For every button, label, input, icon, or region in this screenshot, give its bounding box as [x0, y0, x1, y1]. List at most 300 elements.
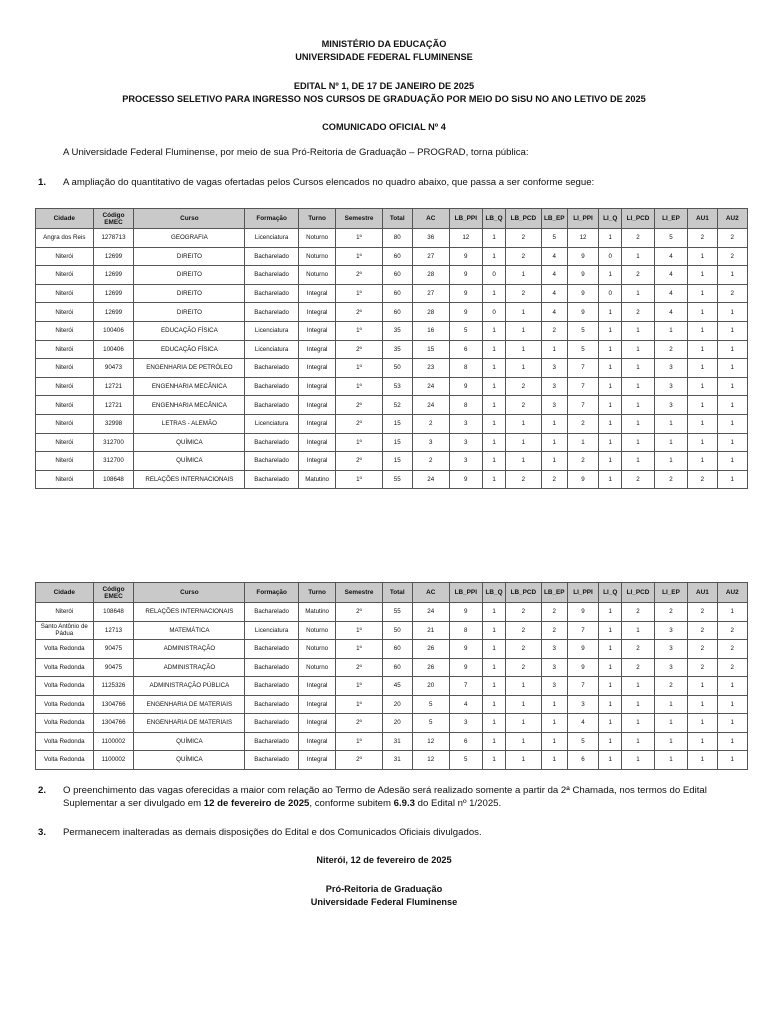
- table-cell: 3: [567, 695, 598, 714]
- table-cell: 3: [654, 658, 688, 677]
- table-cell: Integral: [298, 303, 336, 322]
- table-cell: 2: [506, 470, 542, 489]
- table-cell: 1: [622, 695, 654, 714]
- table-cell: 2: [506, 377, 542, 396]
- table-cell: 6: [449, 340, 483, 359]
- table-cell: 3: [449, 414, 483, 433]
- table-row: [36, 621, 748, 640]
- table-cell: 3: [654, 359, 688, 378]
- header-comunicado: COMUNICADO OFICIAL Nº 4: [322, 122, 446, 132]
- table-row: [36, 658, 748, 677]
- table-cell: Bacharelado: [245, 714, 298, 733]
- table-cell: 1: [599, 695, 622, 714]
- table-cell: 1: [654, 695, 688, 714]
- table-cell: Integral: [298, 396, 336, 415]
- table-cell: RELAÇÕES INTERNACIONAIS: [134, 470, 245, 489]
- column-header: LB_Q: [483, 583, 506, 603]
- column-header: LI_PCD: [622, 209, 654, 229]
- table-cell: 2: [567, 452, 598, 471]
- table-cell: 7: [567, 359, 598, 378]
- table-cell: Integral: [298, 751, 336, 770]
- footer-place-date: Niterói, 12 de fevereiro de 2025: [316, 855, 452, 865]
- table-cell: 1100002: [93, 751, 134, 770]
- table-cell: 2: [506, 640, 542, 659]
- column-header: LB_Q: [483, 209, 506, 229]
- table-cell: 1100002: [93, 732, 134, 751]
- table-cell: 60: [382, 247, 412, 266]
- table-cell: 1º: [336, 284, 382, 303]
- table-cell: 1: [483, 359, 506, 378]
- table-cell: 1: [541, 751, 567, 770]
- table-cell: ENGENHARIA DE MATERIAIS: [134, 695, 245, 714]
- table-cell: 8: [449, 359, 483, 378]
- vagas-table-1: [35, 208, 748, 489]
- table-cell: 2: [412, 452, 449, 471]
- table-cell: LETRAS - ALEMÃO: [134, 414, 245, 433]
- table-cell: 2º: [336, 452, 382, 471]
- table-cell: 9: [449, 640, 483, 659]
- table-cell: Noturno: [298, 640, 336, 659]
- table-cell: 1: [506, 751, 542, 770]
- table-cell: 2: [688, 603, 717, 622]
- column-header: LB_EP: [541, 209, 567, 229]
- table-cell: 1: [599, 396, 622, 415]
- table-cell: 2: [717, 640, 747, 659]
- table-cell: 1: [506, 433, 542, 452]
- table-cell: QUÍMICA: [134, 433, 245, 452]
- table-cell: 1: [622, 414, 654, 433]
- table-cell: Integral: [298, 414, 336, 433]
- table-cell: 1: [599, 658, 622, 677]
- table-cell: 5: [541, 229, 567, 248]
- table-cell: Bacharelado: [245, 359, 298, 378]
- table-cell: 2: [506, 284, 542, 303]
- table-cell: 1: [599, 732, 622, 751]
- table-cell: 36: [412, 229, 449, 248]
- column-header: AC: [412, 209, 449, 229]
- table-cell: 1: [717, 603, 747, 622]
- table-cell: 1: [599, 452, 622, 471]
- table-cell: 9: [449, 266, 483, 285]
- table-header-row: [36, 209, 748, 229]
- table-cell: 312700: [93, 452, 134, 471]
- table-cell: 1: [541, 414, 567, 433]
- table-cell: 1: [599, 229, 622, 248]
- table-cell: 1: [483, 377, 506, 396]
- table-row: [36, 359, 748, 378]
- table-cell: ADMINISTRAÇÃO: [134, 640, 245, 659]
- table-cell: 3: [412, 433, 449, 452]
- table-cell: 1: [483, 340, 506, 359]
- column-header: Curso: [134, 209, 245, 229]
- table-cell: 9: [449, 658, 483, 677]
- table-cell: 55: [382, 603, 412, 622]
- table-cell: 1: [688, 677, 717, 696]
- table-cell: 9: [449, 377, 483, 396]
- table-cell: ADMINISTRAÇÃO: [134, 658, 245, 677]
- table-cell: 1: [506, 340, 542, 359]
- table-cell: 9: [567, 284, 598, 303]
- table-cell: Angra dos Reis: [36, 229, 94, 248]
- table-cell: 1: [599, 433, 622, 452]
- table-cell: 108648: [93, 470, 134, 489]
- column-header: LB_PPI: [449, 583, 483, 603]
- table-cell: 0: [599, 247, 622, 266]
- table-cell: 52: [382, 396, 412, 415]
- table-cell: 60: [382, 284, 412, 303]
- table-cell: 12699: [93, 247, 134, 266]
- table-cell: 2: [717, 284, 747, 303]
- table-cell: 1: [654, 452, 688, 471]
- table-cell: 4: [541, 247, 567, 266]
- table-cell: 2: [688, 621, 717, 640]
- table-cell: Bacharelado: [245, 677, 298, 696]
- table-cell: 2: [654, 470, 688, 489]
- table-cell: 1º: [336, 359, 382, 378]
- table-cell: 3: [541, 677, 567, 696]
- table-cell: Integral: [298, 321, 336, 340]
- table-cell: Niterói: [36, 414, 94, 433]
- item1-number: 1.: [38, 177, 47, 188]
- header-universidade: UNIVERSIDADE FEDERAL FLUMINENSE: [295, 52, 473, 62]
- table-cell: 1: [483, 640, 506, 659]
- table-cell: 1: [688, 340, 717, 359]
- table-cell: 4: [541, 266, 567, 285]
- table-cell: Niterói: [36, 603, 94, 622]
- table-cell: DIREITO: [134, 284, 245, 303]
- table-cell: 2: [506, 658, 542, 677]
- table-cell: 2: [654, 340, 688, 359]
- table-cell: Noturno: [298, 247, 336, 266]
- table-cell: 28: [412, 303, 449, 322]
- column-header: Cidade: [36, 209, 94, 229]
- table-cell: 90475: [93, 640, 134, 659]
- table-cell: 1: [622, 284, 654, 303]
- table-cell: 1: [506, 732, 542, 751]
- table-cell: 1: [688, 377, 717, 396]
- table-cell: ENGENHARIA MECÂNICA: [134, 377, 245, 396]
- table-cell: 1: [622, 377, 654, 396]
- table-cell: 5: [567, 340, 598, 359]
- table-cell: Niterói: [36, 377, 94, 396]
- table-cell: 15: [382, 414, 412, 433]
- table-cell: 1: [483, 247, 506, 266]
- table-cell: 60: [382, 303, 412, 322]
- table-cell: 35: [382, 340, 412, 359]
- table-cell: 1: [541, 433, 567, 452]
- table-cell: 7: [449, 677, 483, 696]
- table-cell: 1: [688, 751, 717, 770]
- table-cell: 2: [717, 658, 747, 677]
- table-cell: Bacharelado: [245, 433, 298, 452]
- column-header: LB_PPI: [449, 209, 483, 229]
- table-cell: Integral: [298, 677, 336, 696]
- table-cell: 6: [449, 732, 483, 751]
- item1-text: A ampliação do quantitativo de vagas ofertadas pelos Cursos elencados no quadro abaixo, que passa a ser conforme segue:: [63, 177, 595, 188]
- column-header: Semestre: [336, 583, 382, 603]
- table-cell: 4: [654, 266, 688, 285]
- table-cell: Niterói: [36, 433, 94, 452]
- table-cell: 1: [506, 695, 542, 714]
- table-cell: 3: [541, 396, 567, 415]
- table-cell: 5: [654, 229, 688, 248]
- table-cell: DIREITO: [134, 266, 245, 285]
- column-header: Formação: [245, 209, 298, 229]
- table-cell: 2: [717, 621, 747, 640]
- table-cell: 2: [622, 229, 654, 248]
- table-cell: 4: [567, 714, 598, 733]
- table-cell: 9: [567, 247, 598, 266]
- table-cell: Volta Redonda: [36, 640, 94, 659]
- table-cell: 12721: [93, 377, 134, 396]
- table-cell: 1125326: [93, 677, 134, 696]
- table-cell: 1: [483, 695, 506, 714]
- table-cell: 1: [688, 266, 717, 285]
- table-cell: 9: [567, 470, 598, 489]
- table-cell: 1: [483, 452, 506, 471]
- table-cell: Bacharelado: [245, 695, 298, 714]
- table-cell: 1: [506, 359, 542, 378]
- table-cell: 2º: [336, 751, 382, 770]
- table-cell: Bacharelado: [245, 658, 298, 677]
- table-cell: 1278713: [93, 229, 134, 248]
- table-cell: Volta Redonda: [36, 695, 94, 714]
- table-cell: 2º: [336, 340, 382, 359]
- table-cell: 0: [483, 266, 506, 285]
- table-cell: 2: [717, 247, 747, 266]
- table-cell: 1: [599, 714, 622, 733]
- column-header: Código EMEC: [93, 209, 134, 229]
- table-row: [36, 396, 748, 415]
- table-cell: 1: [622, 714, 654, 733]
- table-row: [36, 433, 748, 452]
- table-cell: Integral: [298, 452, 336, 471]
- table-cell: 1: [483, 621, 506, 640]
- table-cell: 9: [567, 266, 598, 285]
- table-cell: 2º: [336, 658, 382, 677]
- table-cell: 2: [506, 396, 542, 415]
- column-header: LB_PCD: [506, 583, 542, 603]
- table-cell: 1: [541, 452, 567, 471]
- table-cell: 3: [449, 452, 483, 471]
- table-cell: 5: [567, 732, 598, 751]
- table-cell: Volta Redonda: [36, 677, 94, 696]
- table-cell: 12699: [93, 266, 134, 285]
- item2-text: [63, 784, 743, 810]
- table-cell: 1: [622, 359, 654, 378]
- table-cell: Bacharelado: [245, 640, 298, 659]
- table-cell: Bacharelado: [245, 377, 298, 396]
- table-cell: 80: [382, 229, 412, 248]
- table-row: [36, 470, 748, 489]
- table-cell: 2º: [336, 303, 382, 322]
- table-cell: 9: [567, 640, 598, 659]
- table-cell: 1: [622, 452, 654, 471]
- table-cell: 1: [483, 321, 506, 340]
- table-cell: 1: [599, 603, 622, 622]
- column-header: LB_PCD: [506, 209, 542, 229]
- table-row: [36, 247, 748, 266]
- table-cell: 0: [483, 303, 506, 322]
- table-cell: 1: [622, 677, 654, 696]
- table-cell: Integral: [298, 340, 336, 359]
- table-cell: 2: [541, 470, 567, 489]
- item2-number: 2.: [38, 785, 47, 796]
- table-cell: 2: [506, 247, 542, 266]
- header-processo: PROCESSO SELETIVO PARA INGRESSO NOS CURSOS DE GRADUAÇÃO POR MEIO DO SiSU NO ANO LETIVO DE 2025: [122, 94, 646, 104]
- table-cell: 4: [449, 695, 483, 714]
- table-row: [36, 303, 748, 322]
- table-cell: Integral: [298, 284, 336, 303]
- table-cell: DIREITO: [134, 303, 245, 322]
- table-cell: 31: [382, 751, 412, 770]
- item2-subitem: 6.9.3: [393, 798, 415, 809]
- table-cell: 1: [599, 470, 622, 489]
- table-cell: 2º: [336, 603, 382, 622]
- table-cell: 90473: [93, 359, 134, 378]
- table-cell: 1: [599, 677, 622, 696]
- table-cell: 1: [688, 732, 717, 751]
- column-header: Formação: [245, 583, 298, 603]
- table-row: [36, 229, 748, 248]
- table-cell: Noturno: [298, 658, 336, 677]
- table-cell: 1: [599, 340, 622, 359]
- table-cell: 2: [506, 603, 542, 622]
- column-header: LI_EP: [654, 209, 688, 229]
- table-cell: 1º: [336, 640, 382, 659]
- table-cell: 1: [717, 470, 747, 489]
- table-cell: 1º: [336, 677, 382, 696]
- table-cell: 2: [622, 658, 654, 677]
- table-cell: 1º: [336, 247, 382, 266]
- table-cell: 2: [688, 640, 717, 659]
- column-header: Código EMEC: [93, 583, 134, 603]
- table-row: [36, 340, 748, 359]
- table-cell: 15: [412, 340, 449, 359]
- table-cell: 2: [506, 621, 542, 640]
- table-cell: Licenciatura: [245, 414, 298, 433]
- item3-text: Permanecem inalteradas as demais disposições do Edital e dos Comunicados Oficiais divulgados.: [63, 827, 482, 838]
- table-cell: 1: [483, 658, 506, 677]
- table-cell: 35: [382, 321, 412, 340]
- table-cell: 9: [449, 470, 483, 489]
- table-cell: 1: [717, 751, 747, 770]
- table-cell: 1: [599, 321, 622, 340]
- table-cell: 1304766: [93, 714, 134, 733]
- table-cell: 12: [412, 751, 449, 770]
- table-cell: 3: [541, 640, 567, 659]
- table-cell: 3: [449, 714, 483, 733]
- table-cell: 4: [541, 303, 567, 322]
- table-cell: 5: [412, 714, 449, 733]
- table-cell: 1º: [336, 321, 382, 340]
- table-cell: 60: [382, 658, 412, 677]
- table-cell: 4: [541, 284, 567, 303]
- table-cell: 1: [717, 714, 747, 733]
- column-header: AU1: [688, 209, 717, 229]
- table-cell: 1: [506, 677, 542, 696]
- item3-number: 3.: [38, 827, 47, 838]
- table-cell: Santo Antônio de Pádua: [36, 621, 94, 640]
- table-cell: Bacharelado: [245, 284, 298, 303]
- table-cell: 1: [622, 621, 654, 640]
- table-cell: 7: [567, 396, 598, 415]
- column-header: Total: [382, 583, 412, 603]
- table-cell: 2: [506, 229, 542, 248]
- table-cell: 45: [382, 677, 412, 696]
- table-cell: 3: [654, 377, 688, 396]
- table-cell: 1: [483, 603, 506, 622]
- table-cell: 1: [688, 414, 717, 433]
- table-cell: 60: [382, 640, 412, 659]
- table-cell: Niterói: [36, 284, 94, 303]
- table-cell: 1: [622, 321, 654, 340]
- table-cell: 1: [483, 414, 506, 433]
- table-cell: 2: [622, 640, 654, 659]
- table-cell: 2: [688, 658, 717, 677]
- header-ministerio: MINISTÉRIO DA EDUCAÇÃO: [321, 39, 447, 49]
- table-cell: 26: [412, 658, 449, 677]
- table-row: [36, 751, 748, 770]
- table-cell: 1: [688, 695, 717, 714]
- table-cell: 1: [654, 414, 688, 433]
- table-cell: 31: [382, 732, 412, 751]
- table-row: [36, 377, 748, 396]
- table-cell: 23: [412, 359, 449, 378]
- table-cell: 27: [412, 247, 449, 266]
- table-cell: 3: [654, 621, 688, 640]
- table-cell: Volta Redonda: [36, 658, 94, 677]
- table-cell: 3: [449, 433, 483, 452]
- table-cell: 15: [382, 452, 412, 471]
- table-cell: 8: [449, 621, 483, 640]
- table-cell: QUÍMICA: [134, 732, 245, 751]
- table-cell: 1: [688, 247, 717, 266]
- table-cell: 2º: [336, 396, 382, 415]
- table-cell: 12: [449, 229, 483, 248]
- table-cell: 27: [412, 284, 449, 303]
- table-cell: 12: [412, 732, 449, 751]
- item2-date: 12 de fevereiro de 2025: [203, 798, 310, 809]
- table-cell: GEOGRAFIA: [134, 229, 245, 248]
- table-cell: Integral: [298, 695, 336, 714]
- table-cell: 1: [599, 414, 622, 433]
- table-cell: 2: [541, 321, 567, 340]
- table-cell: 1: [506, 414, 542, 433]
- footer-signer-uff: Universidade Federal Fluminense: [310, 897, 458, 907]
- table-cell: 3: [654, 640, 688, 659]
- table-cell: 1º: [336, 377, 382, 396]
- table-cell: 1: [599, 303, 622, 322]
- table-cell: 1: [483, 677, 506, 696]
- table-cell: ENGENHARIA MECÂNICA: [134, 396, 245, 415]
- table-cell: Integral: [298, 732, 336, 751]
- table-cell: 1: [717, 732, 747, 751]
- table-cell: 2: [688, 229, 717, 248]
- table-cell: Bacharelado: [245, 396, 298, 415]
- table-cell: Volta Redonda: [36, 714, 94, 733]
- table-cell: 32998: [93, 414, 134, 433]
- table-cell: 4: [654, 303, 688, 322]
- table-cell: 2: [567, 414, 598, 433]
- table-cell: 90475: [93, 658, 134, 677]
- table-cell: 50: [382, 621, 412, 640]
- table-cell: Bacharelado: [245, 603, 298, 622]
- table-cell: EDUCAÇÃO FÍSICA: [134, 340, 245, 359]
- table-cell: 1: [506, 303, 542, 322]
- table-cell: 1: [688, 433, 717, 452]
- table-cell: 9: [567, 658, 598, 677]
